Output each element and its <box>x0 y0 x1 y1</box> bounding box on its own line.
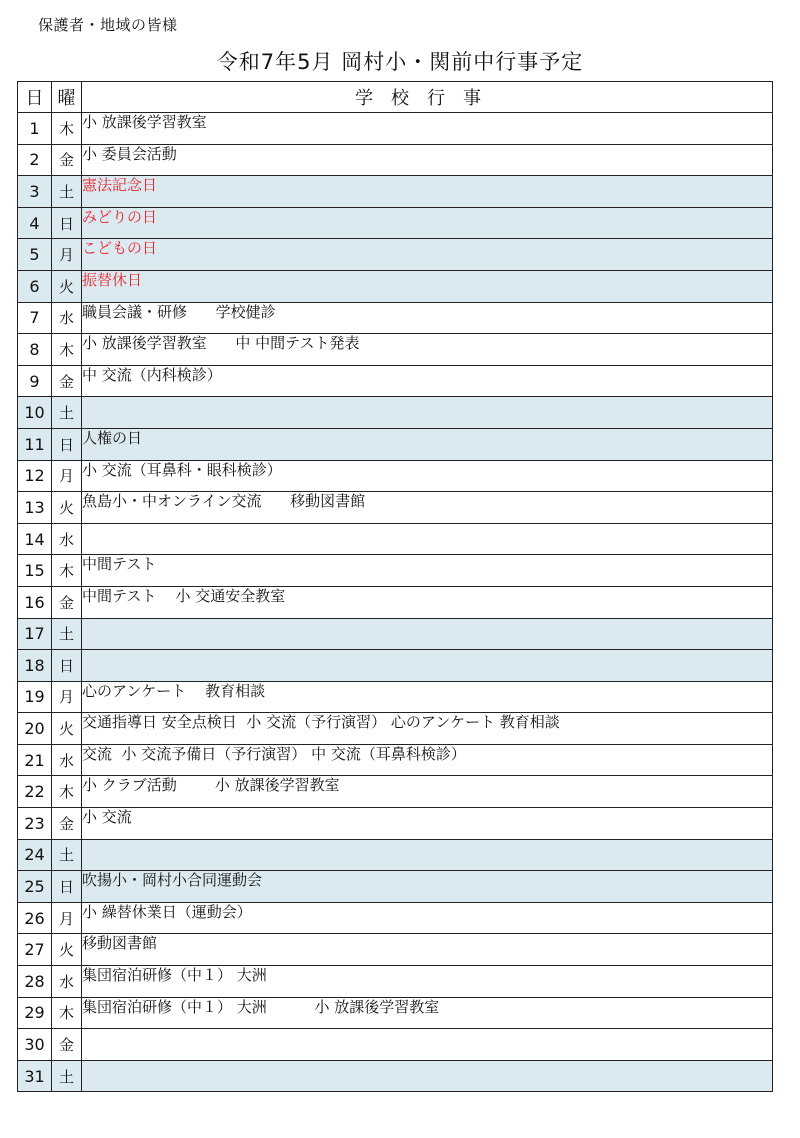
day-cell: 9 <box>18 365 52 397</box>
table-row <box>18 460 773 492</box>
day-cell: 19 <box>18 681 52 713</box>
table-row <box>18 492 773 524</box>
day-cell: 22 <box>18 776 52 808</box>
weekday-cell: 月 <box>52 460 82 492</box>
events-cell: 小 放課後学習教室 <box>82 113 773 145</box>
weekday-cell: 木 <box>52 555 82 587</box>
day-cell: 5 <box>18 239 52 271</box>
events-cell: 集団宿泊研修（中１） 大洲 <box>82 966 773 998</box>
day-cell: 2 <box>18 144 52 176</box>
day-cell: 27 <box>18 934 52 966</box>
events-cell: 中間テスト 小 交通安全教室 <box>82 586 773 618</box>
holiday-cell: こどもの日 <box>82 239 773 271</box>
table-row <box>18 365 773 397</box>
weekday-cell: 金 <box>52 365 82 397</box>
header-weekday: 曜 <box>52 82 82 113</box>
weekday-cell: 金 <box>52 144 82 176</box>
table-row <box>18 808 773 840</box>
events-cell: 職員会議・研修 学校健診 <box>82 302 773 334</box>
weekday-cell: 土 <box>52 618 82 650</box>
day-cell: 17 <box>18 618 52 650</box>
table-row <box>18 397 773 429</box>
table-row <box>18 239 773 271</box>
table-row <box>18 1029 773 1061</box>
events-cell: 吹揚小・岡村小合同運動会 <box>82 871 773 903</box>
table-row <box>18 207 773 239</box>
table-row <box>18 966 773 998</box>
table-row <box>18 555 773 587</box>
table-row <box>18 997 773 1029</box>
events-cell: 小 繰替休業日（運動会） <box>82 902 773 934</box>
events-cell <box>82 1060 773 1092</box>
events-cell <box>82 1029 773 1061</box>
weekday-cell: 土 <box>52 1060 82 1092</box>
weekday-cell: 月 <box>52 681 82 713</box>
header-day: 日 <box>18 82 52 113</box>
day-cell: 23 <box>18 808 52 840</box>
day-cell: 26 <box>18 902 52 934</box>
weekday-cell: 日 <box>52 871 82 903</box>
day-cell: 25 <box>18 871 52 903</box>
table-header-row <box>18 82 773 113</box>
day-cell: 8 <box>18 334 52 366</box>
table-row <box>18 176 773 208</box>
recipient-line: 保護者・地域の皆様 <box>38 16 178 34</box>
weekday-cell: 水 <box>52 744 82 776</box>
day-cell: 1 <box>18 113 52 145</box>
table-row <box>18 776 773 808</box>
holiday-cell: 振替休日 <box>82 270 773 302</box>
day-cell: 15 <box>18 555 52 587</box>
header-events: 学校行事 <box>82 82 773 113</box>
table-row <box>18 334 773 366</box>
events-cell: 交流 小 交流予備日（予行演習） 中 交流（耳鼻科検診） <box>82 744 773 776</box>
holiday-cell: みどりの日 <box>82 207 773 239</box>
weekday-cell: 火 <box>52 492 82 524</box>
weekday-cell: 土 <box>52 176 82 208</box>
day-cell: 30 <box>18 1029 52 1061</box>
page-title: 令和7年5月 岡村小・関前中行事予定 <box>216 50 584 74</box>
table-row <box>18 934 773 966</box>
weekday-cell: 金 <box>52 808 82 840</box>
weekday-cell: 水 <box>52 302 82 334</box>
weekday-cell: 木 <box>52 997 82 1029</box>
events-cell <box>82 397 773 429</box>
day-cell: 11 <box>18 428 52 460</box>
weekday-cell: 日 <box>52 650 82 682</box>
weekday-cell: 木 <box>52 113 82 145</box>
table-row <box>18 713 773 745</box>
weekday-cell: 土 <box>52 397 82 429</box>
day-cell: 14 <box>18 523 52 555</box>
events-cell <box>82 839 773 871</box>
weekday-cell: 火 <box>52 934 82 966</box>
weekday-cell: 月 <box>52 902 82 934</box>
weekday-cell: 水 <box>52 966 82 998</box>
weekday-cell: 金 <box>52 1029 82 1061</box>
events-cell <box>82 523 773 555</box>
events-cell: 交通指導日 安全点検日 小 交流（予行演習） 心のアンケート 教育相談 <box>82 713 773 745</box>
table-row <box>18 1060 773 1092</box>
weekday-cell: 日 <box>52 428 82 460</box>
weekday-cell: 木 <box>52 776 82 808</box>
weekday-cell: 火 <box>52 270 82 302</box>
weekday-cell: 水 <box>52 523 82 555</box>
day-cell: 20 <box>18 713 52 745</box>
table-row <box>18 428 773 460</box>
day-cell: 18 <box>18 650 52 682</box>
table-row <box>18 586 773 618</box>
table-row <box>18 618 773 650</box>
weekday-cell: 木 <box>52 334 82 366</box>
events-cell: 心のアンケート 教育相談 <box>82 681 773 713</box>
day-cell: 29 <box>18 997 52 1029</box>
day-cell: 13 <box>18 492 52 524</box>
day-cell: 28 <box>18 966 52 998</box>
events-cell: 小 交流（耳鼻科・眼科検診） <box>82 460 773 492</box>
weekday-cell: 日 <box>52 207 82 239</box>
day-cell: 31 <box>18 1060 52 1092</box>
events-cell: 人権の日 <box>82 428 773 460</box>
events-cell: 移動図書館 <box>82 934 773 966</box>
weekday-cell: 土 <box>52 839 82 871</box>
day-cell: 4 <box>18 207 52 239</box>
event-schedule-table <box>17 81 773 1092</box>
day-cell: 12 <box>18 460 52 492</box>
weekday-cell: 月 <box>52 239 82 271</box>
table-row <box>18 523 773 555</box>
day-cell: 3 <box>18 176 52 208</box>
table-row <box>18 902 773 934</box>
weekday-cell: 金 <box>52 586 82 618</box>
weekday-cell: 火 <box>52 713 82 745</box>
events-cell: 集団宿泊研修（中１） 大洲 小 放課後学習教室 <box>82 997 773 1029</box>
table-row <box>18 302 773 334</box>
table-row <box>18 839 773 871</box>
events-cell: 魚島小・中オンライン交流 移動図書館 <box>82 492 773 524</box>
events-cell <box>82 618 773 650</box>
day-cell: 16 <box>18 586 52 618</box>
holiday-cell: 憲法記念日 <box>82 176 773 208</box>
events-cell: 中間テスト <box>82 555 773 587</box>
day-cell: 21 <box>18 744 52 776</box>
table-row <box>18 681 773 713</box>
day-cell: 10 <box>18 397 52 429</box>
table-row <box>18 144 773 176</box>
table-row <box>18 270 773 302</box>
day-cell: 24 <box>18 839 52 871</box>
events-cell <box>82 650 773 682</box>
table-row <box>18 650 773 682</box>
events-cell: 小 放課後学習教室 中 中間テスト発表 <box>82 334 773 366</box>
events-cell: 小 クラブ活動 小 放課後学習教室 <box>82 776 773 808</box>
day-cell: 7 <box>18 302 52 334</box>
table-row <box>18 113 773 145</box>
day-cell: 6 <box>18 270 52 302</box>
events-cell: 小 交流 <box>82 808 773 840</box>
table-row <box>18 871 773 903</box>
events-cell: 中 交流（内科検診） <box>82 365 773 397</box>
table-row <box>18 744 773 776</box>
table-body <box>18 113 773 1092</box>
events-cell: 小 委員会活動 <box>82 144 773 176</box>
